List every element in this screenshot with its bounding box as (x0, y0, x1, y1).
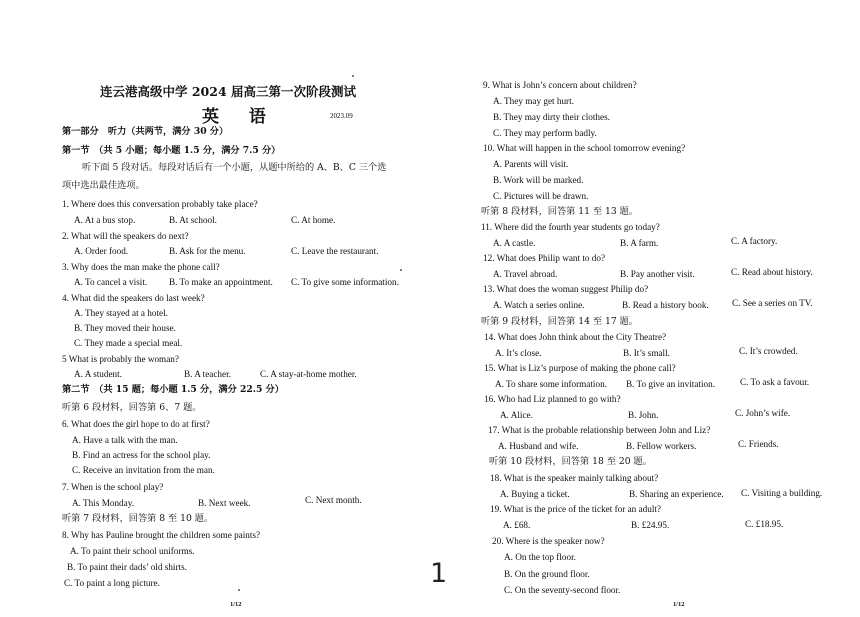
question-10: 10. What will happen in the school tomorrow evening? (483, 143, 686, 153)
material-7-note: 听第 7 段材料，回答第 8 至 10 题。 (62, 513, 214, 524)
q6-option-b: B. Find an actress for the school play. (72, 450, 211, 460)
q15-option-b: B. To give an invitation. (626, 379, 716, 389)
question-3: 3. Why does the man make the phone call? (62, 262, 220, 272)
section1-heading: 第一节 （共 5 小题；每小题 1.5 分，满分 7.5 分） (62, 145, 281, 156)
q5-option-b: B. A teacher. (184, 369, 231, 379)
q17-option-c: C. Friends. (738, 439, 779, 449)
q6-option-c: C. Receive an invitation from the man. (72, 465, 215, 475)
q20-option-c: C. On the seventy-second floor. (504, 585, 621, 595)
q12-option-b: B. Pay another visit. (620, 269, 695, 279)
q17-option-a: A. Husband and wife. (498, 441, 579, 451)
q10-option-b: B. Work will be marked. (493, 175, 584, 185)
question-9: 9. What is John’s concern about children? (483, 80, 637, 90)
q10-option-a: A. Parents will visit. (493, 159, 569, 169)
q13-option-b: B. Read a history book. (622, 300, 709, 310)
question-4: 4. What did the speakers do last week? (62, 293, 205, 303)
question-11: 11. Where did the fourth year students go today? (481, 222, 660, 232)
q12-option-c: C. Read about history. (731, 267, 813, 277)
question-5: 5 What is probably the woman? (62, 354, 179, 364)
scan-speck (238, 589, 240, 591)
center-page-number: 1 (430, 558, 448, 589)
q18-option-c: C. Visiting a building. (741, 488, 823, 498)
instructions-line2: 项中选出最佳选项。 (62, 180, 145, 191)
question-7: 7. When is the school play? (62, 482, 164, 492)
scan-speck (352, 75, 354, 77)
q14-option-b: B. It’s small. (623, 348, 670, 358)
q19-option-a: A. £68. (503, 520, 531, 530)
q16-option-a: A. Alice. (500, 410, 533, 420)
section2-heading: 第二节 （共 15 题；每小题 1.5 分，满分 22.5 分） (62, 384, 284, 395)
question-1: 1. Where does this conversation probably take place? (62, 199, 258, 209)
q11-option-b: B. A farm. (620, 238, 659, 248)
q2-option-a: A. Order food. (74, 246, 129, 256)
q18-option-a: A. Buying a ticket. (500, 489, 570, 499)
q14-option-a: A. It’s close. (495, 348, 542, 358)
material-10-note: 听第 10 段材料，回答第 18 至 20 题。 (489, 456, 652, 467)
q3-option-b: B. To make an appointment. (169, 277, 273, 287)
q9-option-a: A. They may get hurt. (493, 96, 574, 106)
q8-option-a: A. To paint their school uniforms. (70, 546, 195, 556)
scan-speck (400, 269, 402, 271)
q1-option-b: B. At school. (169, 215, 217, 225)
q4-option-a: A. They stayed at a hotel. (74, 308, 168, 318)
q7-option-c: C. Next month. (305, 495, 362, 505)
q10-option-c: C. Pictures will be drawn. (493, 191, 589, 201)
left-page-number: 1/12 (230, 601, 242, 608)
q13-option-c: C. See a series on TV. (732, 298, 813, 308)
q2-option-c: C. Leave the restaurant. (291, 246, 379, 256)
question-8: 8. Why has Pauline brought the children some paints? (62, 530, 261, 540)
material-9-note: 听第 9 段材料，回答第 14 至 17 题。 (481, 316, 638, 327)
question-13: 13. What does the woman suggest Philip do? (483, 284, 649, 294)
q5-option-c: C. A stay-at-home mother. (260, 369, 357, 379)
question-6: 6. What does the girl hope to do at first? (62, 419, 210, 429)
q14-option-c: C. It’s crowded. (739, 346, 798, 356)
q19-option-b: B. £24.95. (631, 520, 670, 530)
q7-option-b: B. Next week. (198, 498, 251, 508)
q20-option-a: A. On the top floor. (504, 552, 576, 562)
question-12: 12. What does Philip want to do? (483, 253, 606, 263)
question-15: 15. What is Liz’s purpose of making the phone call? (484, 363, 676, 373)
q17-option-b: B. Fellow workers. (626, 441, 697, 451)
q19-option-c: C. £18.95. (745, 519, 784, 529)
instructions-line1: 听下面 5 段对话。每段对话后有一个小题，从题中所给的 A、B、C 三个选 (82, 162, 387, 173)
material-6-note: 听第 6 段材料，回答第 6、7 题。 (62, 402, 202, 413)
q13-option-a: A. Watch a series online. (493, 300, 585, 310)
q7-option-a: A. This Monday. (72, 498, 135, 508)
q20-option-b: B. On the ground floor. (504, 569, 590, 579)
q11-option-c: C. A factory. (731, 236, 778, 246)
q9-option-b: B. They may dirty their clothes. (493, 112, 610, 122)
q8-option-c: C. To paint a long picture. (64, 578, 160, 588)
q16-option-c: C. John’s wife. (735, 408, 791, 418)
subject-title: 英 语 (202, 107, 278, 127)
question-20: 20. Where is the speaker now? (492, 536, 605, 546)
q9-option-c: C. They may perform badly. (493, 128, 597, 138)
q18-option-b: B. Sharing an experience. (629, 489, 724, 499)
q8-option-b: B. To paint their dads’ old shirts. (67, 562, 187, 572)
q15-option-c: C. To ask a favour. (740, 377, 810, 387)
exam-title: 连云港高级中学 2024 届高三第一次阶段测试 (100, 84, 356, 99)
q3-option-c: C. To give some information. (291, 277, 399, 287)
question-17: 17. What is the probable relationship between John and Liz? (488, 425, 711, 435)
question-2: 2. What will the speakers do next? (62, 231, 189, 241)
right-page-number: 1/12 (673, 601, 685, 608)
question-19: 19. What is the price of the ticket for an adult? (490, 504, 662, 514)
q2-option-b: B. Ask for the menu. (169, 246, 246, 256)
q6-option-a: A. Have a talk with the man. (72, 435, 178, 445)
q15-option-a: A. To share some information. (495, 379, 607, 389)
q5-option-a: A. A student. (74, 369, 122, 379)
question-16: 16. Who had Liz planned to go with? (484, 394, 621, 404)
exam-date: 2023.09 (330, 112, 353, 120)
q4-option-b: B. They moved their house. (74, 323, 176, 333)
q1-option-c: C. At home. (291, 215, 336, 225)
question-18: 18. What is the speaker mainly talking about? (490, 473, 659, 483)
part1-heading: 第一部分 听力（共两节，满分 30 分） (62, 126, 229, 137)
q11-option-a: A. A castle. (493, 238, 536, 248)
q16-option-b: B. John. (628, 410, 659, 420)
q1-option-a: A. At a bus stop. (74, 215, 136, 225)
question-14: 14. What does John think about the City Theatre? (484, 332, 667, 342)
q4-option-c: C. They made a special meal. (74, 338, 183, 348)
q3-option-a: A. To cancel a visit. (74, 277, 148, 287)
q12-option-a: A. Travel abroad. (493, 269, 558, 279)
material-8-note: 听第 8 段材料，回答第 11 至 13 题。 (481, 206, 638, 217)
